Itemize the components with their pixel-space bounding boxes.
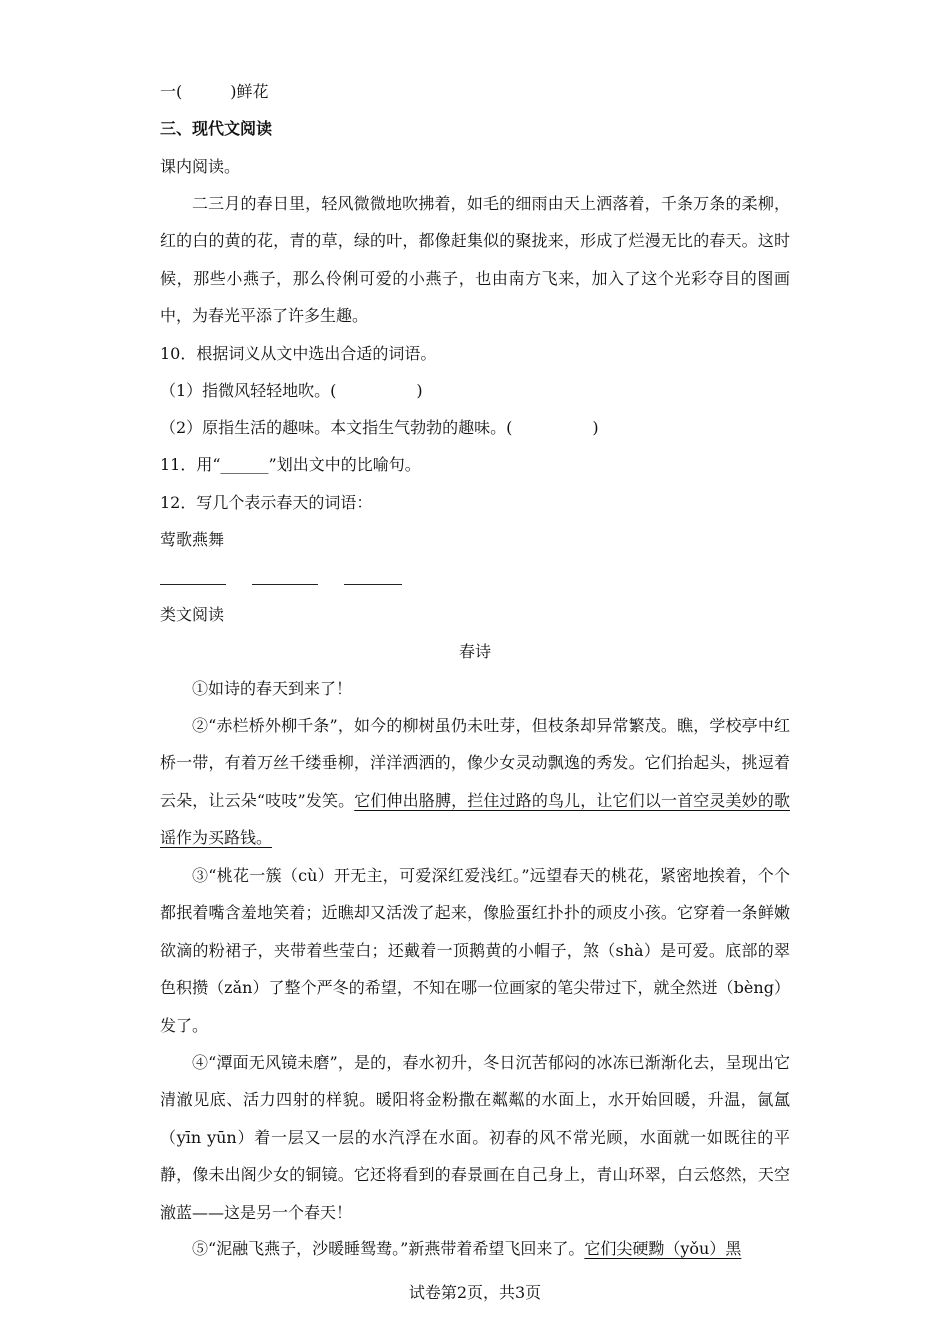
answer-blank[interactable] [252, 584, 318, 585]
answer-blank[interactable] [344, 584, 402, 585]
poem-paragraph-1 [160, 670, 790, 707]
paragraph-text: ①如诗的春天到来了！ [192, 679, 353, 698]
reading-passage [160, 185, 790, 335]
question-11: 11．用“______”划出文中的比喻句。 [160, 455, 421, 474]
poem-paragraph-5 [160, 1230, 790, 1267]
page-footer: 试卷第2页，共3页 [408, 1283, 542, 1302]
paragraph-text: ④“潭面无风镜未磨”，是的，春水初升，冬日沉苦郁闷的冰冻已渐渐化去，呈现出它清澈见底、活力四射的样貌。暖阳将金粉撒在粼粼的水面上，水开始回暖，升温，氤氲（yīn yūn）着一层又一层的水汽浮在水面。初春的风不常光顾，水面就一如既往的平静，像未出阁少女的铜镜。它还将看到的春景画在自己身上，青山环翠，白云悠然，天空澈蓝——这是另一个春天！ [160, 1053, 790, 1222]
fill-blank-item: 一( )鲜花 [160, 82, 269, 101]
answer-blank[interactable] [160, 584, 226, 585]
question-10-1: （1）指微风轻轻地吹。( ) [160, 381, 423, 400]
similar-reading-label: 类文阅读 [160, 605, 225, 624]
example-word: 莺歌燕舞 [160, 530, 225, 549]
question-10-2: （2）原指生活的趣味。本文指生气勃勃的趣味。( ) [160, 418, 599, 437]
poem-title: 春诗 [458, 642, 491, 661]
question-12: 12．写几个表示春天的词语： [160, 493, 373, 512]
in-class-reading-label: 课内阅读。 [160, 157, 241, 176]
underlined-sentence: 它们尖硬黝（yǒu）黑 [584, 1239, 742, 1258]
paragraph-text: ③“桃花一簇（cù）开无主，可爱深红爱浅红。”远望春天的桃花，紧密地挨着，个个都抿着嘴含羞地笑着；近瞧却又活泼了起来，像脸蛋红扑扑的顽皮小孩。它穿着一条鲜嫩欲滴的粉裙子，夹带着些莹白；还戴着一顶鹅黄的小帽子，煞（shà）是可爱。底部的翠色积攒（zǎn）了整个严冬的希望，不知在哪一位画家的笔尖带过下，就全然迸（bèng）发了。 [160, 866, 790, 1035]
passage-text: 二三月的春日里，轻风微微地吹拂着，如毛的细雨由天上洒落着，千条万条的柔柳，红的白的黄的花，青的草，绿的叶，都像赶集似的聚拢来，形成了烂漫无比的春天。这时候，那些小燕子，那么伶俐可爱的小燕子，也由南方飞来，加入了这个光彩夺目的图画中，为春光平添了许多生趣。 [160, 194, 790, 326]
paragraph-text: ②“赤栏桥外柳千条”，如今的柳树虽仍未吐芽，但枝条却异常繁茂。瞧，学校亭中红桥一带，有着万丝千缕垂柳，洋洋洒洒的，像少女灵动飘逸的秀发。它们抬起头，挑逗着云朵，让云朵“吱吱”发笑。 [160, 716, 790, 810]
section-heading: 三、现代文阅读 [160, 119, 273, 138]
question-10: 10．根据词义从文中选出合适的词语。 [160, 344, 437, 363]
poem-paragraph-3 [160, 857, 790, 1044]
poem-paragraph-2 [160, 707, 790, 857]
paragraph-text: ⑤“泥融飞燕子，沙暖睡鸳鸯。”新燕带着希望飞回来了。 [192, 1239, 585, 1258]
underlined-sentence: 它们伸出胳膊，拦住过路的鸟儿，让它们以一首空灵美妙的歌谣作为买路钱。 [160, 790, 790, 848]
poem-paragraph-4 [160, 1044, 790, 1231]
